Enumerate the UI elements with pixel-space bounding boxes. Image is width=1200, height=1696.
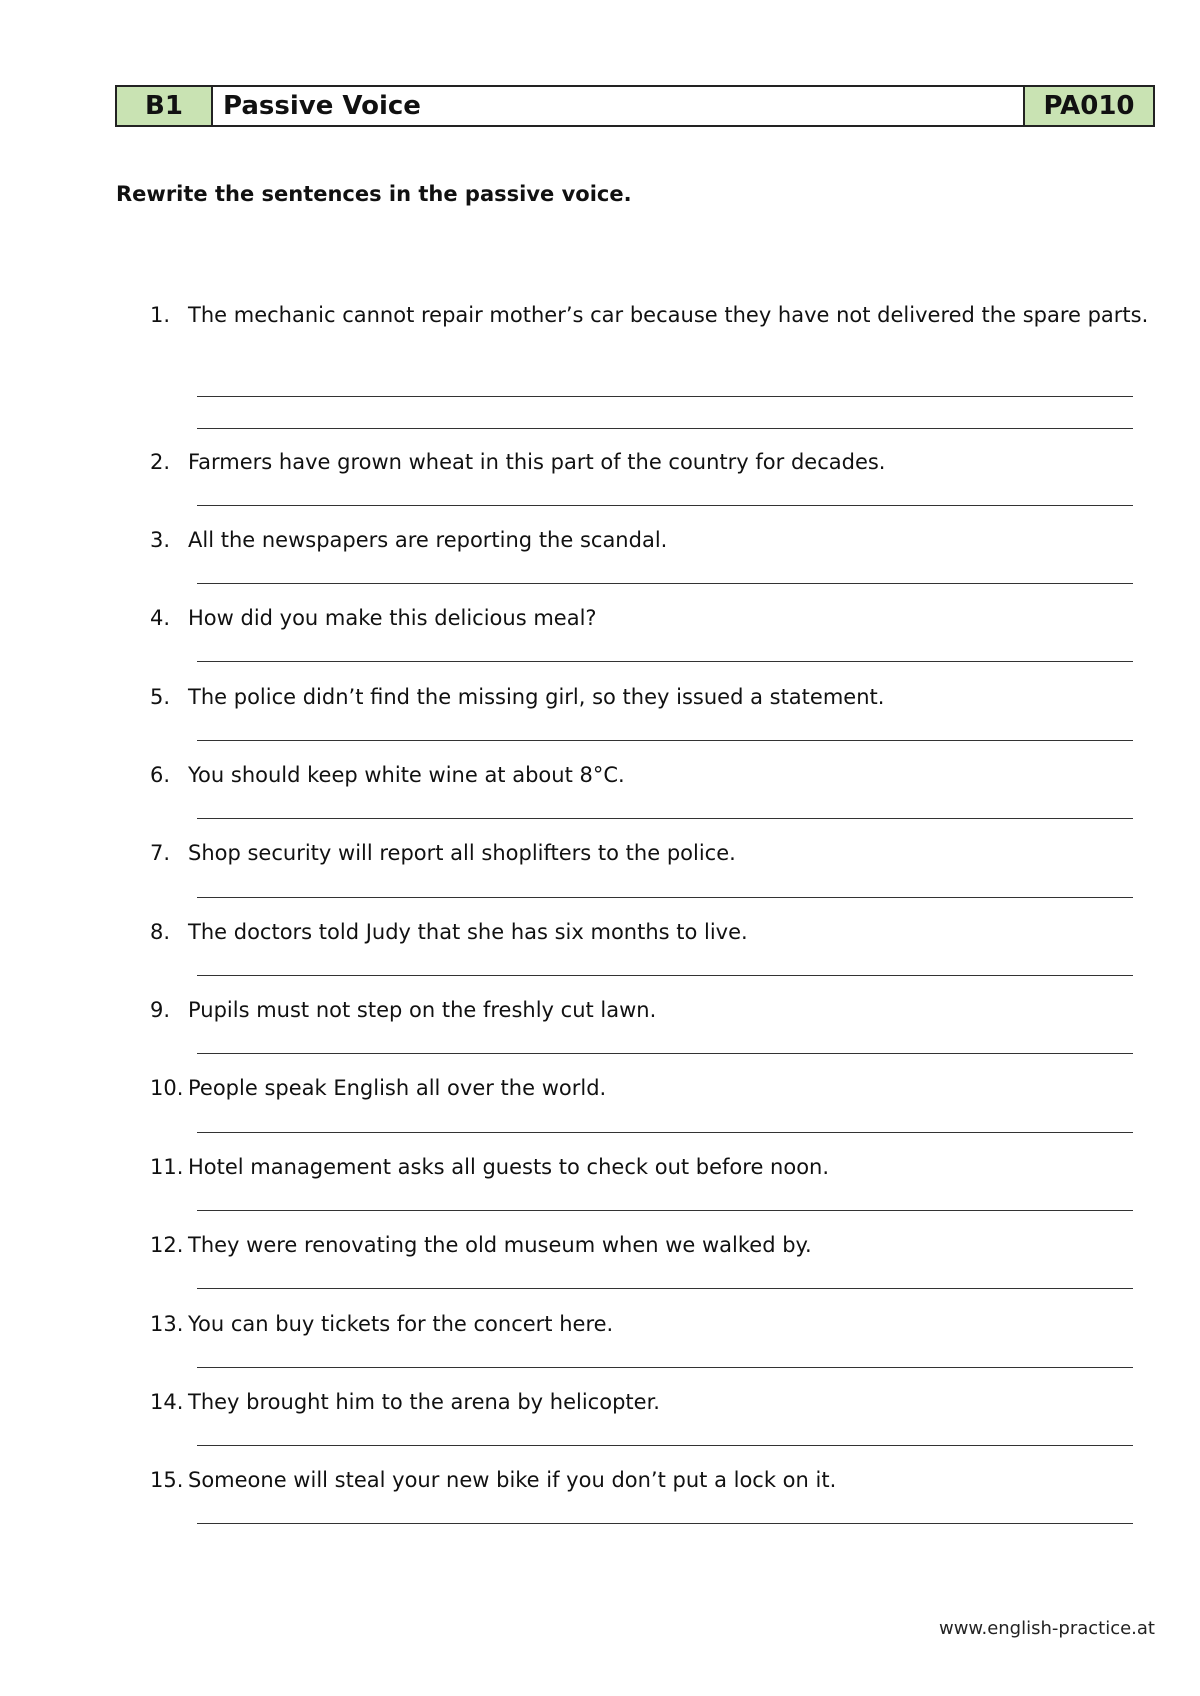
exercise-sentence: People speak English all over the world. [188, 1076, 607, 1100]
exercise-number: 4. [150, 606, 171, 630]
answer-line[interactable] [197, 505, 1133, 506]
exercise-number: 15. [150, 1468, 184, 1492]
exercise-row [150, 298, 1150, 332]
answer-line[interactable] [197, 661, 1133, 662]
worksheet-title: Passive Voice [213, 87, 1025, 125]
exercise-sentence: Pupils must not step on the freshly cut lawn. [188, 998, 657, 1022]
worksheet-header [115, 85, 1155, 127]
exercise-row [150, 1150, 1150, 1184]
exercise-item [150, 1150, 1150, 1184]
exercise-number: 3. [150, 528, 171, 552]
exercise-item [150, 523, 1150, 557]
exercise-number: 13. [150, 1312, 184, 1336]
exercise-number: 10. [150, 1076, 184, 1100]
exercise-item [150, 601, 1150, 635]
exercise-item [150, 1307, 1150, 1341]
exercise-row [150, 1307, 1150, 1341]
exercise-item [150, 758, 1150, 792]
exercise-row [150, 836, 1150, 870]
exercise-sentence: The mechanic cannot repair mother’s car because they have not delivered the spare parts. [188, 303, 1149, 327]
exercise-row [150, 601, 1150, 635]
answer-line[interactable] [197, 897, 1133, 898]
footer-url: www.english-practice.at [938, 1618, 1155, 1639]
exercise-row [150, 915, 1150, 949]
exercise-item [150, 445, 1150, 479]
answer-line[interactable] [197, 1367, 1133, 1368]
exercise-number: 6. [150, 763, 171, 787]
exercise-item [150, 1071, 1150, 1105]
exercise-sentence: Farmers have grown wheat in this part of the country for decades. [188, 450, 886, 474]
answer-line[interactable] [197, 396, 1133, 397]
exercise-row [150, 680, 1150, 714]
instruction-text: Rewrite the sentences in the passive voice. [116, 182, 632, 206]
exercise-number: 5. [150, 685, 171, 709]
answer-line[interactable] [197, 740, 1133, 741]
exercise-item [150, 298, 1150, 332]
answer-line[interactable] [197, 1445, 1133, 1446]
exercise-item [150, 1463, 1150, 1497]
exercise-row [150, 1463, 1150, 1497]
exercise-number: 14. [150, 1390, 184, 1414]
exercise-item [150, 993, 1150, 1027]
answer-line[interactable] [197, 1523, 1133, 1524]
exercise-number: 1. [150, 303, 171, 327]
exercise-number: 12. [150, 1233, 184, 1257]
exercise-item [150, 1228, 1150, 1262]
exercise-sentence: The doctors told Judy that she has six months to live. [188, 920, 748, 944]
exercise-row [150, 523, 1150, 557]
exercise-number: 9. [150, 998, 171, 1022]
worksheet-code: PA010 [1025, 87, 1153, 125]
exercise-item [150, 680, 1150, 714]
exercise-sentence: They were renovating the old museum when we walked by. [188, 1233, 812, 1257]
answer-line[interactable] [197, 1132, 1133, 1133]
exercise-sentence: All the newspapers are reporting the scandal. [188, 528, 668, 552]
exercise-sentence: You should keep white wine at about 8°C. [188, 763, 625, 787]
answer-line[interactable] [197, 583, 1133, 584]
answer-line[interactable] [197, 1288, 1133, 1289]
answer-line[interactable] [197, 1053, 1133, 1054]
answer-line[interactable] [197, 1210, 1133, 1211]
exercise-sentence: Shop security will report all shoplifters to the police. [188, 841, 736, 865]
exercise-number: 2. [150, 450, 171, 474]
exercise-item [150, 836, 1150, 870]
exercise-sentence: Someone will steal your new bike if you don’t put a lock on it. [188, 1468, 837, 1492]
exercise-sentence: They brought him to the arena by helicopter. [188, 1390, 660, 1414]
exercise-row [150, 993, 1150, 1027]
exercise-row [150, 1071, 1150, 1105]
exercise-sentence: Hotel management asks all guests to check out before noon. [188, 1155, 830, 1179]
exercise-item [150, 915, 1150, 949]
exercise-item [150, 1385, 1150, 1419]
exercise-sentence: How did you make this delicious meal? [188, 606, 597, 630]
exercise-row [150, 1228, 1150, 1262]
exercise-row [150, 445, 1150, 479]
exercise-number: 8. [150, 920, 171, 944]
exercise-number: 7. [150, 841, 171, 865]
level-badge: B1 [117, 87, 213, 125]
answer-line[interactable] [197, 975, 1133, 976]
answer-line[interactable] [197, 428, 1133, 429]
exercise-number: 11. [150, 1155, 184, 1179]
exercise-row [150, 1385, 1150, 1419]
exercise-sentence: The police didn’t find the missing girl, so they issued a statement. [188, 685, 885, 709]
answer-line[interactable] [197, 818, 1133, 819]
exercise-sentence: You can buy tickets for the concert here. [188, 1312, 614, 1336]
exercise-row [150, 758, 1150, 792]
